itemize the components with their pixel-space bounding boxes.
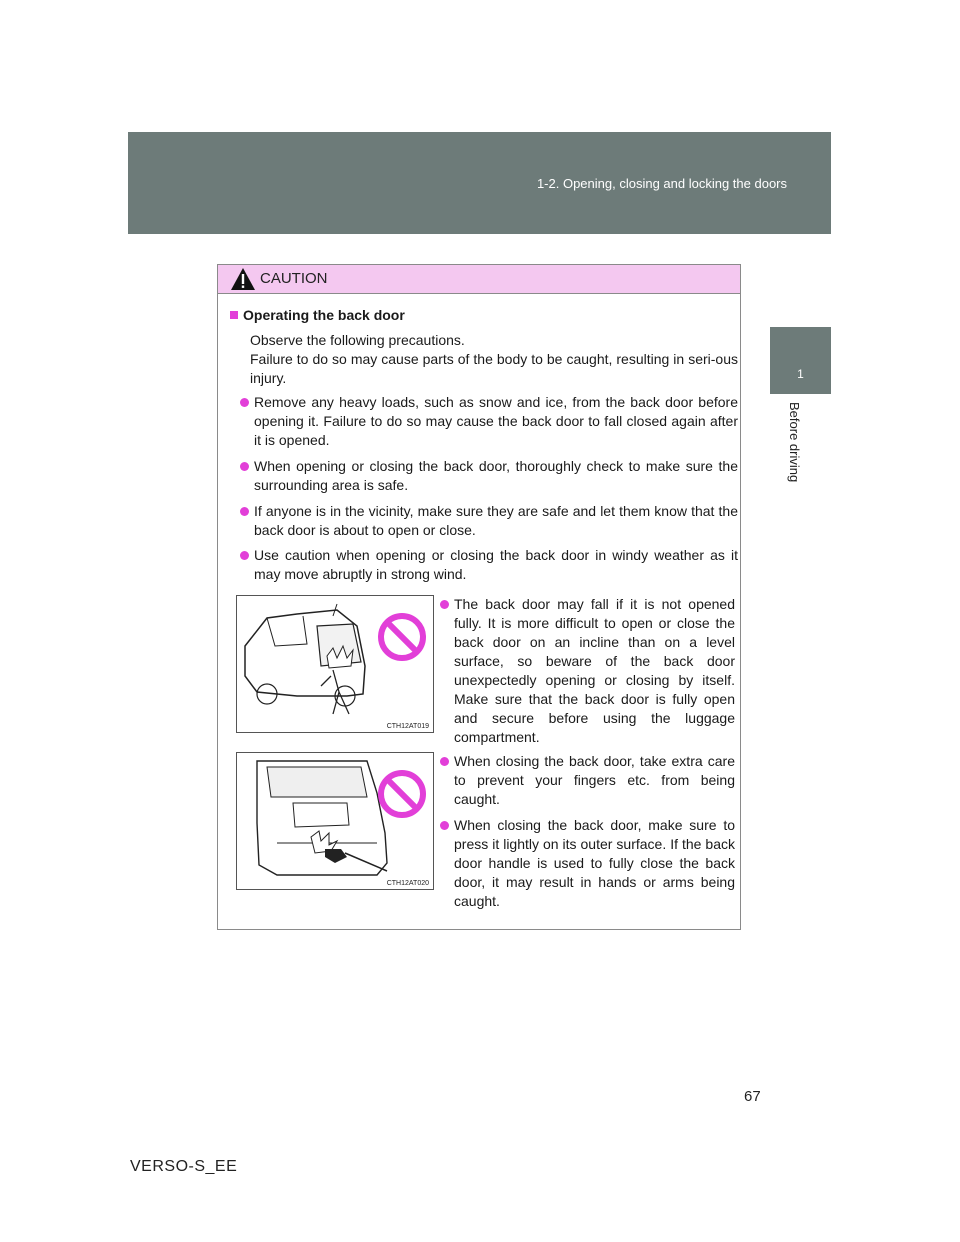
page-number: 67: [744, 1088, 761, 1105]
chapter-number: 1: [797, 367, 804, 381]
list-item: Use caution when opening or closing the back door in windy weather as it may move abruptly in strong wind.: [240, 546, 738, 584]
square-bullet-icon: [230, 311, 238, 319]
chapter-tab: [770, 327, 831, 394]
section-title: [230, 306, 405, 325]
caution-box: [217, 264, 741, 930]
intro-line-2: Failure to do so may cause parts of the body to be caught, resulting in seri-ous injury.: [250, 351, 738, 386]
list-item: Remove any heavy loads, such as snow and ice, from the back door before opening it. Failure to do so may cause the back door to fall closed again after it is opened.: [240, 393, 738, 450]
list-item: When closing the back door, make sure to press it lightly on its outer surface. If the back door handle is used to fully close the back door, it may result in hands or arms being caught.: [440, 816, 735, 911]
warning-triangle-icon: [230, 267, 256, 291]
caution-header: [218, 265, 740, 294]
intro-line-1: Observe the following precautions.: [250, 332, 465, 348]
prohibited-icon: [377, 612, 427, 662]
chapter-label: Before driving: [787, 402, 802, 483]
section-title-text: Operating the back door: [243, 307, 405, 323]
section-header: 1-2. Opening, closing and locking the doors: [536, 176, 787, 191]
list-item: If anyone is in the vicinity, make sure they are safe and let them know that the back door is about to open or close.: [240, 502, 738, 540]
list-item: When opening or closing the back door, thoroughly check to make sure the surrounding area is safe.: [240, 457, 738, 495]
list-item: The back door may fall if it is not opened fully. It is more difficult to open or close the back door on an incline than on a level surface, so beware of the back door unexpectedly opening or closing by itself. Make sure that the back door is fully open and secure before using the luggage compartment.: [440, 595, 735, 747]
figure-code: CTH12AT019: [386, 723, 429, 730]
prohibited-icon: [377, 769, 427, 819]
figure-closing-back-door: [236, 752, 434, 890]
model-code: VERSO-S_EE: [130, 1158, 238, 1175]
caution-title: CAUTION: [260, 270, 328, 287]
figure-back-door-falling: [236, 595, 434, 733]
list-item: When closing the back door, take extra care to prevent your fingers etc. from being caught.: [440, 752, 735, 809]
figure-code: CTH12AT020: [386, 880, 429, 887]
header-band: [128, 132, 831, 234]
